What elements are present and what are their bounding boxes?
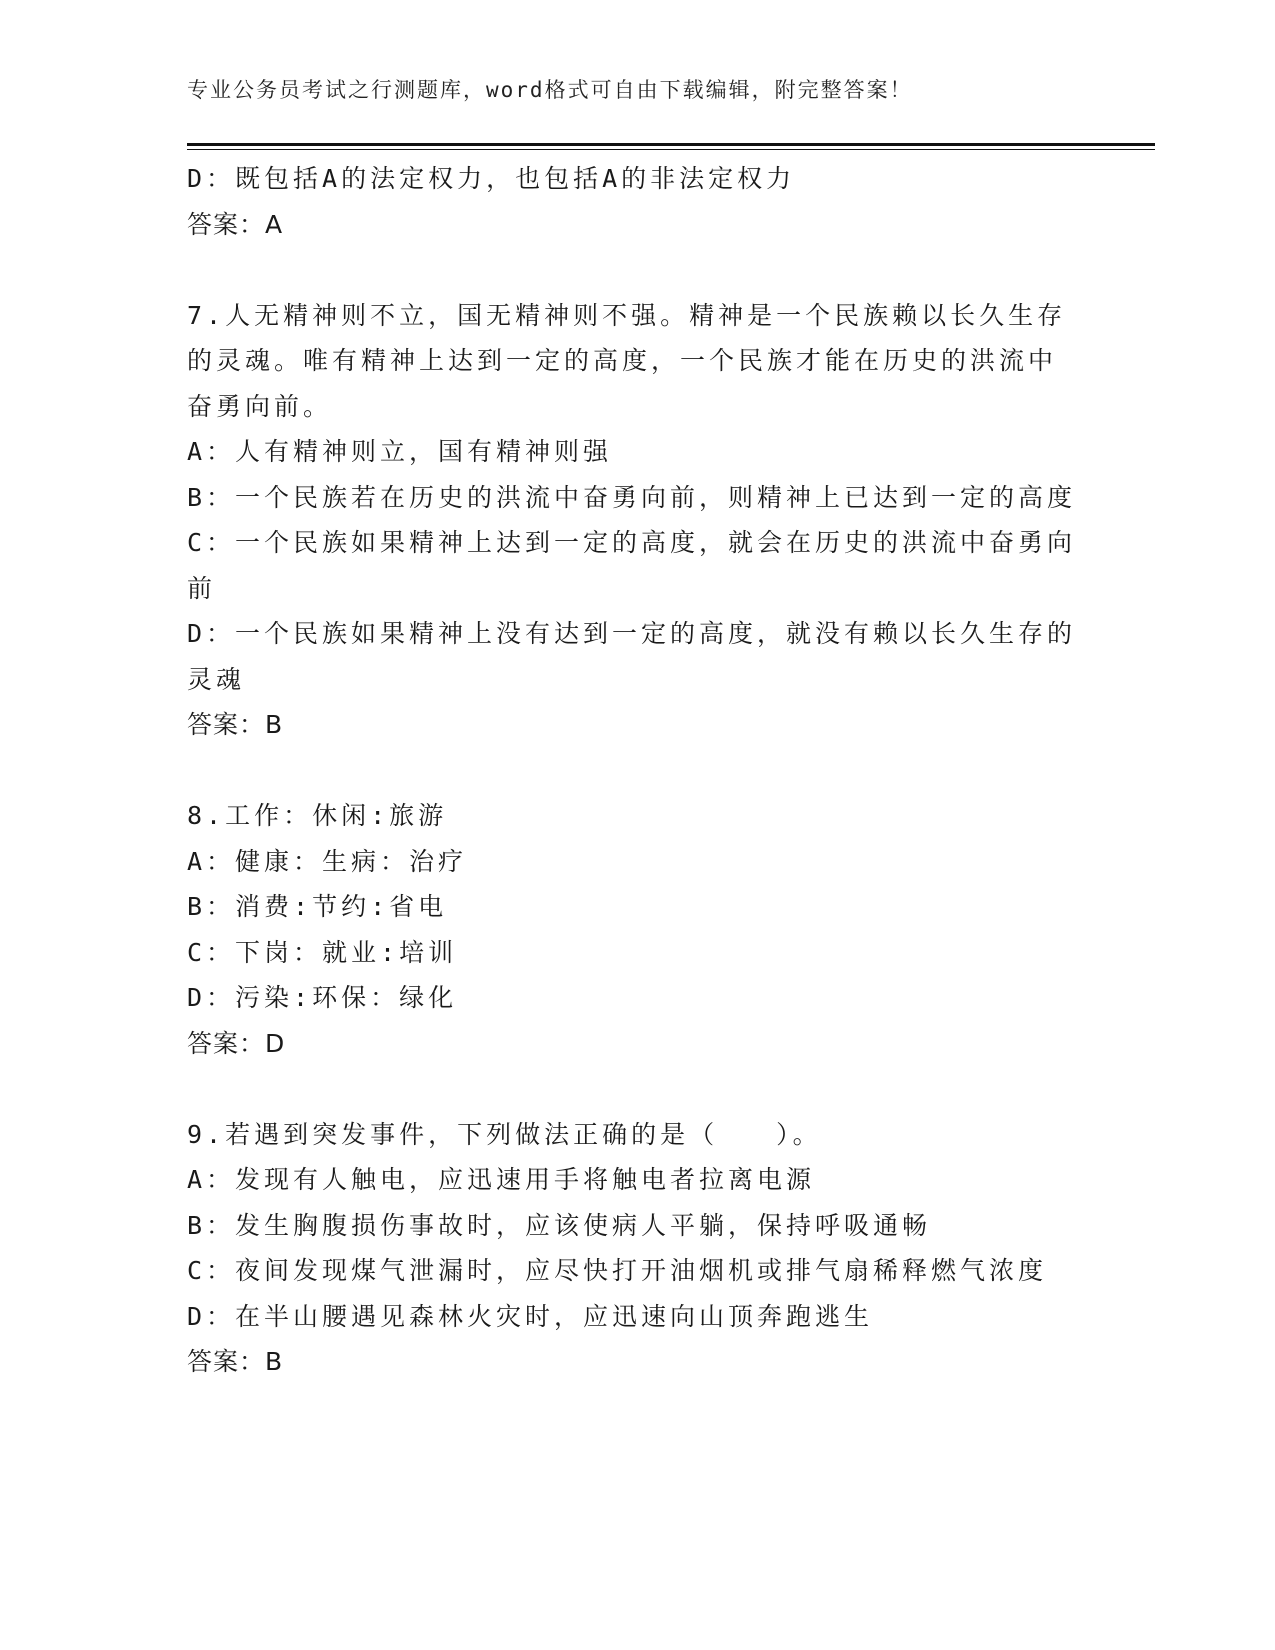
option-d: D：在半山腰遇见森林火灾时，应迅速向山顶奔跑逃生 [187, 1301, 874, 1331]
option-d: D：既包括A的法定权力，也包括A的非法定权力 [187, 164, 796, 193]
question-stem: 奋勇向前。 [187, 391, 333, 421]
option-a: A：健康：生病：治疗 [187, 846, 468, 876]
option-c: C：一个民族如果精神上达到一定的高度，就会在历史的洪流中奋勇向 [187, 528, 1077, 557]
option-c: C：下岗：就业:培训 [187, 937, 458, 967]
question-8 [187, 793, 1067, 1066]
document-body [187, 156, 1077, 1385]
question-stem: 的灵魂。唯有精神上达到一定的高度，一个民族才能在历史的洪流中 [187, 346, 1058, 375]
option-d-continued: 灵魂 [187, 664, 246, 694]
option-d: D：污染:环保：绿化 [187, 983, 458, 1012]
question-9 [187, 1112, 1067, 1385]
spacer [187, 1066, 1067, 1112]
question-stem: 9.若遇到突发事件，下列做法正确的是（ ）。 [187, 1119, 822, 1149]
answer: 答案：A [187, 209, 284, 239]
page-header: 专业公务员考试之行测题库，word格式可自由下载编辑，附完整答案！ [187, 78, 913, 102]
question-stem: 8.工作：休闲:旅游 [187, 801, 448, 830]
option-c-continued: 前 [187, 573, 217, 603]
header-rule-thick [187, 143, 1155, 146]
option-b: B：消费:节约:省电 [187, 892, 448, 921]
option-b: B：发生胸腹损伤事故时，应该使病人平躺，保持呼吸通畅 [187, 1210, 932, 1240]
option-a: A：人有精神则立，国有精神则强 [187, 437, 613, 466]
question-7 [187, 293, 1077, 748]
answer: 答案：B [187, 710, 284, 739]
option-c: C：夜间发现煤气泄漏时，应尽快打开油烟机或排气扇稀释燃气浓度 [187, 1256, 1048, 1285]
answer: 答案：B [187, 1347, 284, 1376]
question-stem: 7.人无精神则不立，国无精神则不强。精神是一个民族赖以长久生存 [187, 300, 1067, 330]
answer: 答案：D [187, 1028, 286, 1058]
header-rule-thin [187, 149, 1155, 150]
option-a: A：发现有人触电，应迅速用手将触电者拉离电源 [187, 1165, 816, 1194]
spacer [187, 247, 1067, 293]
option-d: D：一个民族如果精神上没有达到一定的高度，就没有赖以长久生存的 [187, 619, 1077, 648]
spacer [187, 748, 1067, 794]
option-b: B：一个民族若在历史的洪流中奋勇向前，则精神上已达到一定的高度 [187, 482, 1077, 512]
